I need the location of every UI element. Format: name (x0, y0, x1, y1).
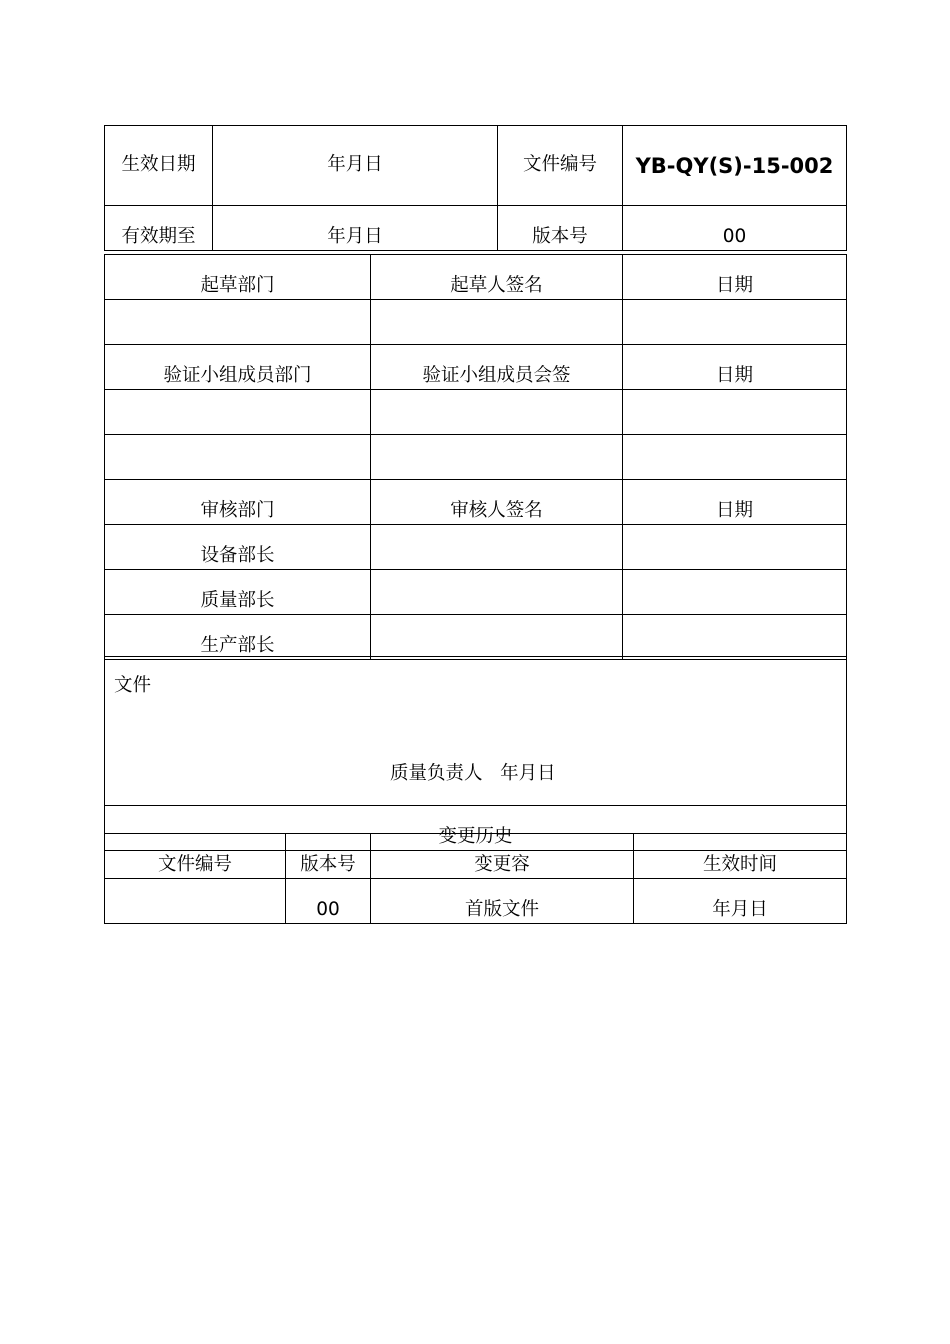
validation-date-cell[interactable] (623, 435, 847, 480)
drafting-date-cell[interactable] (623, 300, 847, 345)
signature-table (104, 254, 847, 660)
drafting-date-label: 日期 (623, 255, 847, 300)
approval-table (104, 656, 847, 851)
review-header-row (105, 480, 847, 525)
history-col-version: 版本号 (286, 834, 371, 879)
review-date-cell[interactable] (623, 615, 847, 660)
doc-number-label: 文件编号 (498, 126, 623, 206)
drafting-dept-cell[interactable] (105, 300, 371, 345)
history-col-effective: 生效时间 (634, 834, 847, 879)
review-date-cell[interactable] (623, 570, 847, 615)
history-col-change: 变更容 (371, 834, 634, 879)
effective-date-value: 年月日 (213, 126, 498, 206)
history-doc-number (105, 879, 286, 924)
validation-signature-cell[interactable] (371, 390, 623, 435)
history-effective: 年月日 (634, 879, 847, 924)
review-signature-cell[interactable] (371, 525, 623, 570)
drafting-signature-label: 起草人签名 (371, 255, 623, 300)
header-row-1 (105, 126, 847, 206)
validation-dept-label: 验证小组成员部门 (105, 345, 371, 390)
approval-cell (105, 657, 847, 806)
valid-until-label: 有效期至 (105, 206, 213, 251)
history-version: 00 (286, 879, 371, 924)
version-label: 版本号 (498, 206, 623, 251)
drafting-dept-label: 起草部门 (105, 255, 371, 300)
review-dept-label: 审核部门 (105, 480, 371, 525)
review-row (105, 525, 847, 570)
approval-title: 文件 (114, 675, 152, 696)
header-table (104, 125, 847, 251)
history-col-doc-number: 文件编号 (105, 834, 286, 879)
approval-signature-line (390, 765, 556, 784)
review-signature-cell[interactable] (371, 615, 623, 660)
history-row (105, 879, 847, 924)
review-signature-label: 审核人签名 (371, 480, 623, 525)
validation-signature-label: 验证小组成员会签 (371, 345, 623, 390)
review-row (105, 615, 847, 660)
review-signature-cell[interactable] (371, 570, 623, 615)
review-role: 质量部长 (105, 570, 371, 615)
history-change: 首版文件 (371, 879, 634, 924)
drafting-header-row (105, 255, 847, 300)
review-date-label: 日期 (623, 480, 847, 525)
history-table (104, 833, 847, 924)
validation-date-label: 日期 (623, 345, 847, 390)
history-header-row (105, 834, 847, 879)
drafting-signature-cell[interactable] (371, 300, 623, 345)
header-row-2 (105, 206, 847, 251)
doc-number-value: YB-QY(S)-15-002 (623, 126, 847, 206)
review-role: 设备部长 (105, 525, 371, 570)
validation-entry-row (105, 390, 847, 435)
validation-date-cell[interactable] (623, 390, 847, 435)
drafting-entry-row (105, 300, 847, 345)
review-row (105, 570, 847, 615)
validation-signature-cell[interactable] (371, 435, 623, 480)
effective-date-label: 生效日期 (105, 126, 213, 206)
review-role: 生产部长 (105, 615, 371, 660)
approval-row (105, 657, 847, 806)
version-value: 00 (623, 206, 847, 251)
approval-signer: 质量负责人 (390, 763, 483, 784)
validation-header-row (105, 345, 847, 390)
history-title: 变更历史 (105, 806, 847, 851)
valid-until-value: 年月日 (213, 206, 498, 251)
approval-date: 年月日 (500, 763, 556, 784)
review-date-cell[interactable] (623, 525, 847, 570)
validation-dept-cell[interactable] (105, 390, 371, 435)
validation-dept-cell[interactable] (105, 435, 371, 480)
validation-entry-row (105, 435, 847, 480)
